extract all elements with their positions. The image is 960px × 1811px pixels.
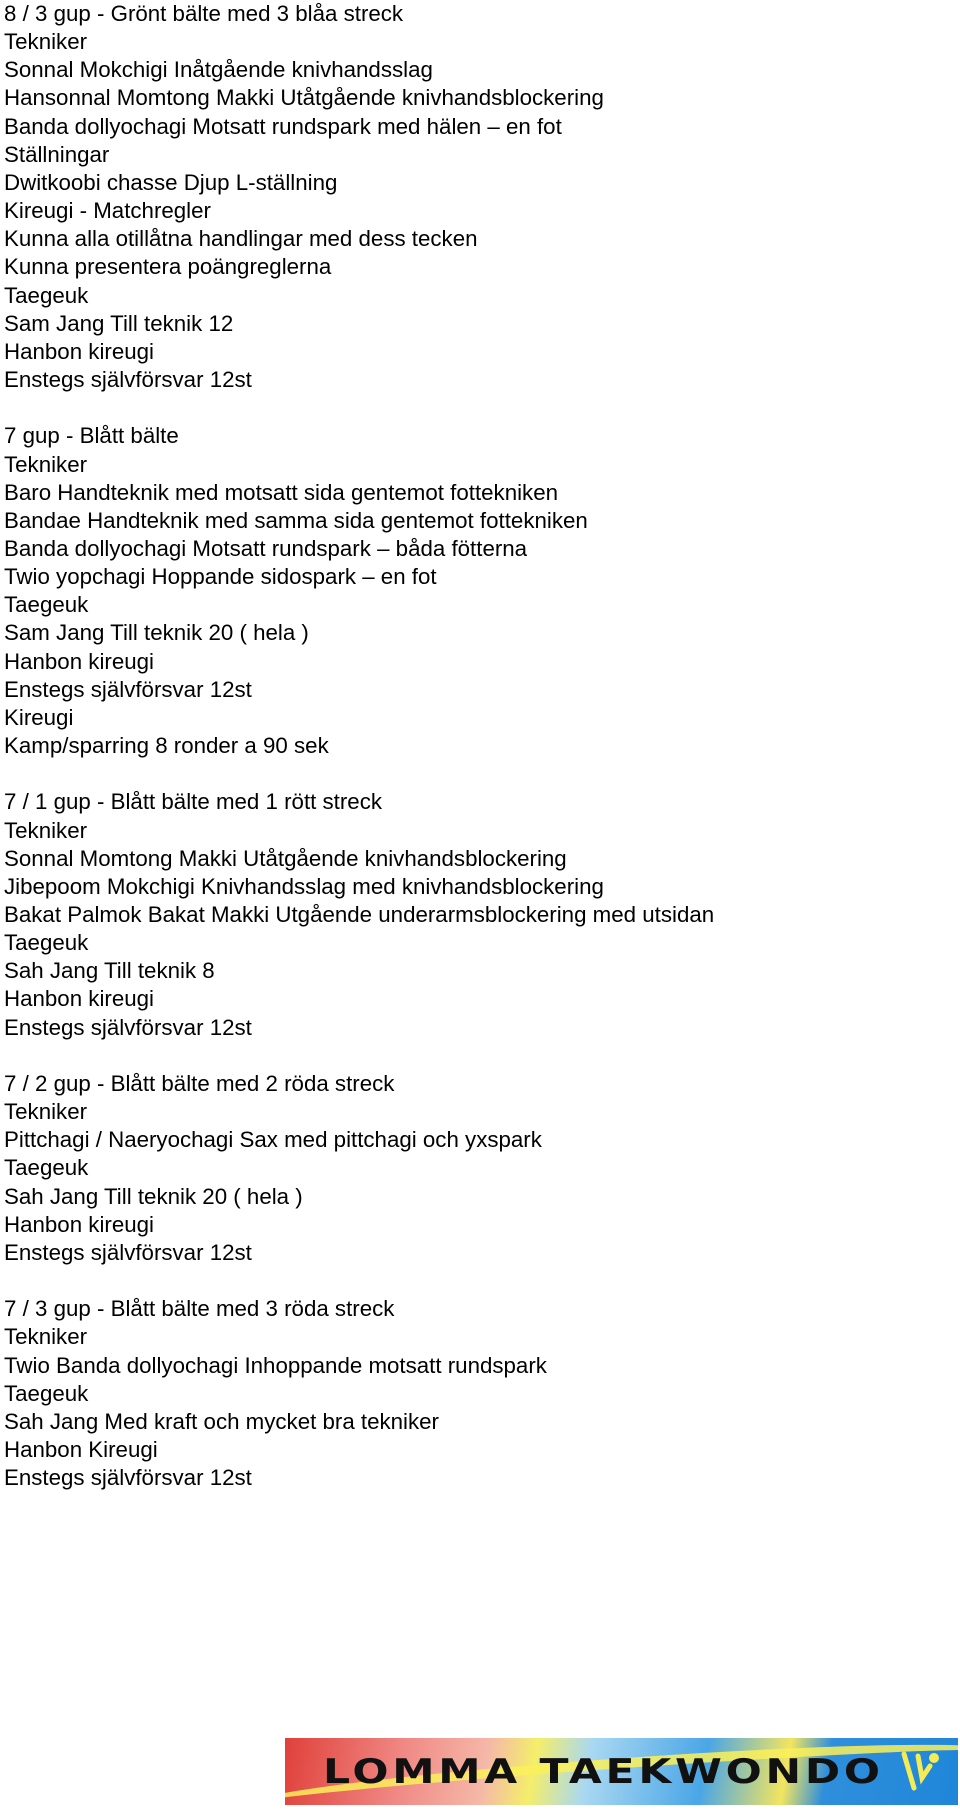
text-line: Hansonnal Momtong Makki Utåtgående knivhandsblockering xyxy=(4,85,604,111)
text-line: Kireugi xyxy=(4,704,74,730)
text-line: Enstegs självförsvar 12st xyxy=(4,1239,252,1265)
text-line: Sam Jang Till teknik 20 ( hela ) xyxy=(4,620,309,646)
text-line: 7 / 3 gup - Blått bälte med 3 röda streck xyxy=(4,1296,395,1322)
text-line: Taegeuk xyxy=(4,282,89,308)
text-line: Taegeuk xyxy=(4,592,89,618)
blank-line xyxy=(4,394,714,422)
text-line: Twio yopchagi Hoppande sidospark – en fot xyxy=(4,564,437,590)
text-line: Enstegs självförsvar 12st xyxy=(4,1465,252,1491)
text-line: Banda dollyochagi Motsatt rundspark – båda fötterna xyxy=(4,535,528,561)
text-line: Ställningar xyxy=(4,141,110,167)
text-line: Enstegs självförsvar 12st xyxy=(4,367,252,393)
text-line: Sah Jang Med kraft och mycket bra tekniker xyxy=(4,1408,439,1434)
text-line: 7 / 1 gup - Blått bälte med 1 rött streck xyxy=(4,789,382,815)
text-line: Enstegs självförsvar 12st xyxy=(4,1014,252,1040)
text-line: Sah Jang Till teknik 20 ( hela ) xyxy=(4,1183,303,1209)
text-line: Banda dollyochagi Motsatt rundspark med hälen – en fot xyxy=(4,113,562,139)
text-line: Taegeuk xyxy=(4,930,89,956)
text-line: Kireugi - Matchregler xyxy=(4,198,211,224)
text-line: Tekniker xyxy=(4,29,88,55)
text-line: Tekniker xyxy=(4,817,88,843)
text-line: Tekniker xyxy=(4,1324,88,1350)
text-line: Sam Jang Till teknik 12 xyxy=(4,310,234,336)
text-line: Bakat Palmok Bakat Makki Utgående underarmsblockering med utsidan xyxy=(4,902,715,927)
text-line: Sonnal Momtong Makki Utåtgående knivhandsblockering xyxy=(4,845,567,871)
text-line: Twio Banda dollyochagi Inhoppande motsatt rundspark xyxy=(4,1352,547,1378)
text-line: Taegeuk xyxy=(4,1155,89,1181)
text-line: Tekniker xyxy=(4,1099,88,1125)
text-line: Hanbon kireugi xyxy=(4,338,154,364)
text-line: Sah Jang Till teknik 8 xyxy=(4,958,215,984)
document-body xyxy=(4,0,714,1492)
text-line: Taegeuk xyxy=(4,1380,89,1406)
text-line: Hanbon Kireugi xyxy=(4,1436,158,1462)
text-line: 8 / 3 gup - Grönt bälte med 3 blåa streck xyxy=(4,1,404,26)
text-line: Hanbon kireugi xyxy=(4,648,154,674)
text-line: Dwitkoobi chasse Djup L-ställning xyxy=(4,169,338,195)
text-line: Jibepoom Mokchigi Knivhandsslag med knivhandsblockering xyxy=(4,873,604,899)
text-line: Baro Handteknik med motsatt sida gentemot fottekniken xyxy=(4,479,559,505)
blank-line xyxy=(4,1267,714,1295)
text-line: 7 gup - Blått bälte xyxy=(4,423,179,449)
text-line: Kunna alla otillåtna handlingar med dess tecken xyxy=(4,226,478,252)
lomma-taekwondo-logo xyxy=(285,1738,958,1805)
text-line: Pittchagi / Naeryochagi Sax med pittchagi och yxspark xyxy=(4,1127,542,1153)
text-line: Hanbon kireugi xyxy=(4,1211,154,1237)
logo-text: LOMMA TAEKWONDO xyxy=(323,1752,884,1792)
text-line: Kunna presentera poängreglerna xyxy=(4,254,332,280)
blank-line xyxy=(4,1042,714,1070)
text-line: Enstegs självförsvar 12st xyxy=(4,676,252,702)
text-line: Sonnal Mokchigi Inåtgående knivhandsslag xyxy=(4,57,433,83)
text-line: Hanbon kireugi xyxy=(4,986,154,1012)
kicker-icon xyxy=(900,1748,940,1796)
blank-line xyxy=(4,760,714,788)
text-line: Tekniker xyxy=(4,451,88,477)
text-line: Bandae Handteknik med samma sida gentemot fottekniken xyxy=(4,507,588,533)
text-line: 7 / 2 gup - Blått bälte med 2 röda streck xyxy=(4,1070,395,1096)
text-line: Kamp/sparring 8 ronder a 90 sek xyxy=(4,733,329,759)
